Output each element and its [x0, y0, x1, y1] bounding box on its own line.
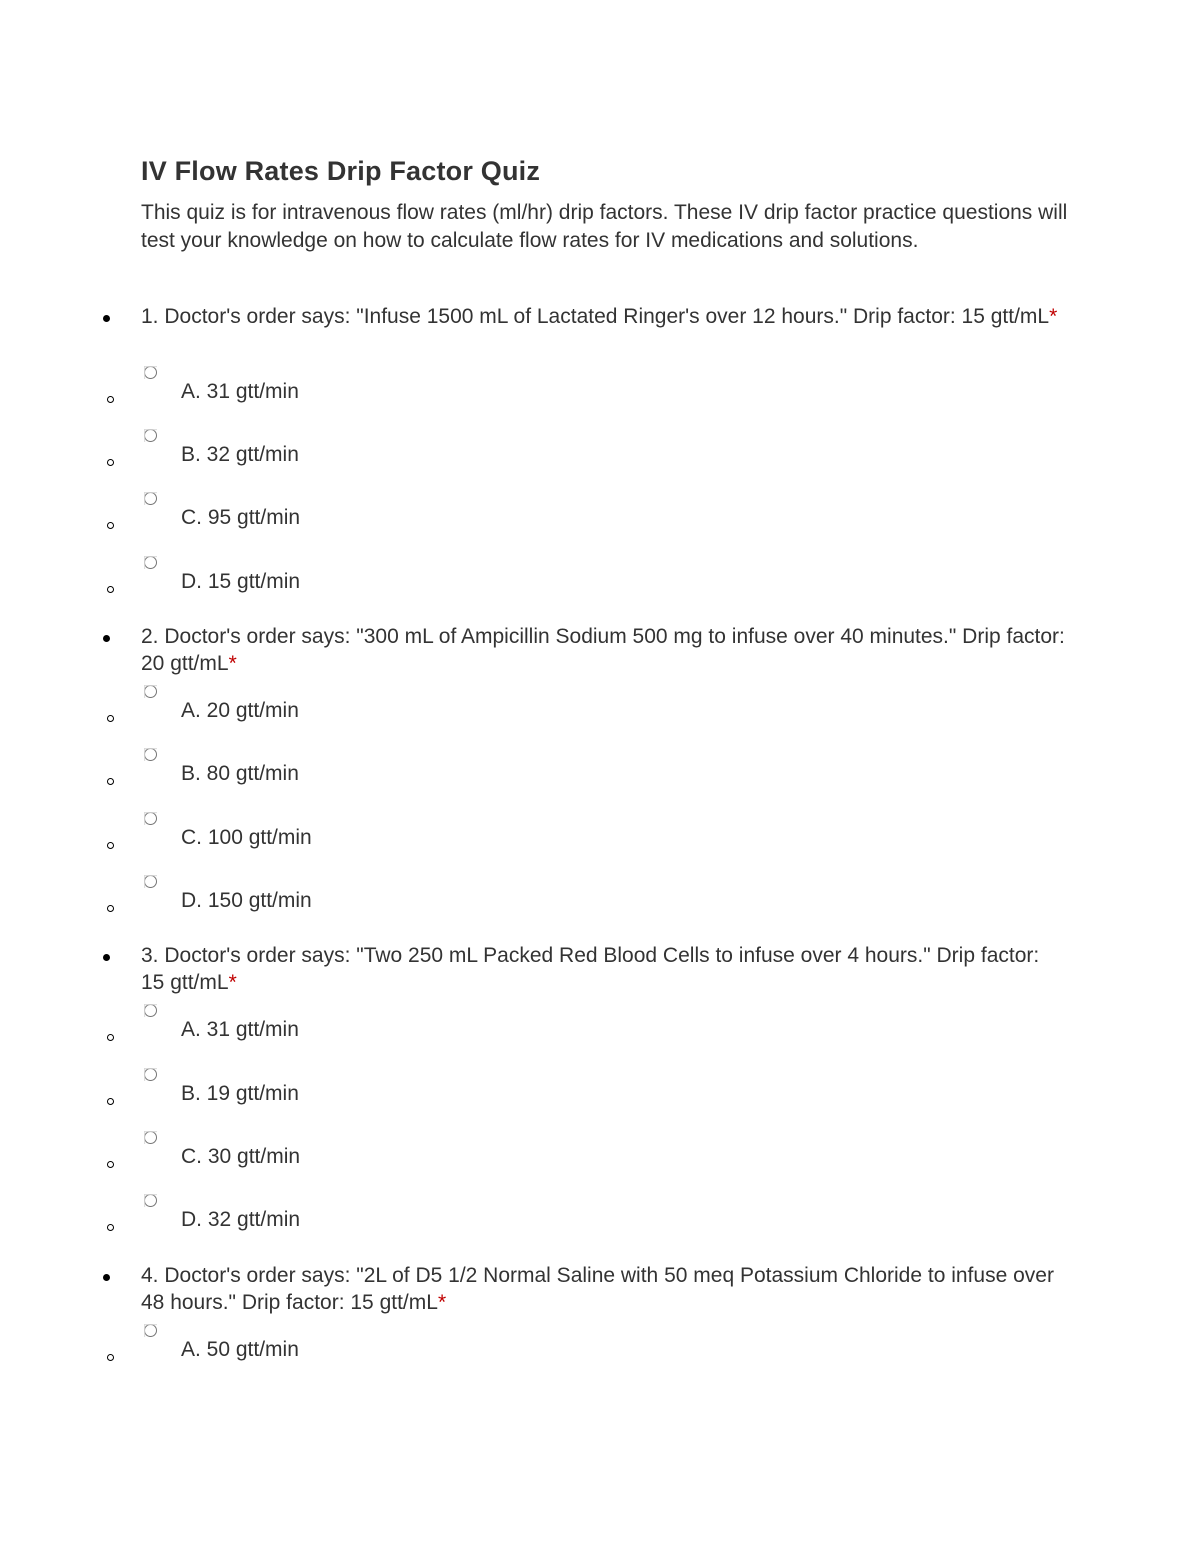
question-text: 4. Doctor's order says: "2L of D5 1/2 Normal Saline with 50 meq Potassium Chloride to infuse over 48 hours." Drip factor: 15 gtt/mL*: [141, 1264, 1054, 1314]
radio-button[interactable]: [144, 1004, 157, 1017]
required-marker: *: [437, 1291, 447, 1314]
sub-bullet-icon: [107, 1034, 114, 1041]
option-1d[interactable]: [0, 556, 1200, 616]
option-label[interactable]: A. 20 gtt/min: [181, 699, 299, 722]
option-2d[interactable]: [0, 875, 1200, 935]
option-3b[interactable]: [0, 1068, 1200, 1128]
sub-bullet-icon: [107, 1161, 114, 1168]
option-label[interactable]: B. 19 gtt/min: [181, 1082, 299, 1105]
option-label[interactable]: A. 31 gtt/min: [181, 1018, 299, 1041]
option-label[interactable]: A. 31 gtt/min: [181, 380, 299, 403]
option-label[interactable]: C. 100 gtt/min: [181, 826, 312, 849]
radio-button[interactable]: [144, 685, 157, 698]
sub-bullet-icon: [107, 1354, 114, 1361]
list-bullet-icon: [103, 315, 110, 322]
required-marker: *: [1049, 305, 1058, 328]
option-1b[interactable]: [0, 429, 1200, 489]
radio-button[interactable]: [144, 1131, 157, 1144]
sub-bullet-icon: [107, 905, 114, 912]
option-label[interactable]: A. 50 gtt/min: [181, 1338, 299, 1361]
sub-bullet-icon: [107, 459, 114, 466]
radio-button[interactable]: [144, 1194, 157, 1207]
option-2b[interactable]: [0, 748, 1200, 808]
option-1a[interactable]: [0, 366, 1200, 426]
option-4a[interactable]: [0, 1324, 1200, 1384]
option-3c[interactable]: [0, 1131, 1200, 1191]
required-marker: *: [228, 971, 237, 994]
quiz-title: IV Flow Rates Drip Factor Quiz: [141, 156, 541, 186]
sub-bullet-icon: [107, 1224, 114, 1231]
option-1c[interactable]: [0, 492, 1200, 552]
option-label[interactable]: B. 80 gtt/min: [181, 762, 299, 785]
sub-bullet-icon: [107, 715, 114, 722]
quiz-description: This quiz is for intravenous flow rates (ml/hr) drip factors. These IV drip factor practice questions will test your knowledge on how to calculate flow rates for IV medications and solutions.: [141, 201, 1068, 252]
sub-bullet-icon: [107, 522, 114, 529]
list-bullet-icon: [103, 1274, 110, 1281]
sub-bullet-icon: [107, 586, 114, 593]
option-3d[interactable]: [0, 1194, 1200, 1254]
radio-button[interactable]: [144, 429, 157, 442]
radio-button[interactable]: [144, 1068, 157, 1081]
sub-bullet-icon: [107, 778, 114, 785]
radio-button[interactable]: [144, 748, 157, 761]
radio-button[interactable]: [144, 812, 157, 825]
option-3a[interactable]: [0, 1004, 1200, 1064]
radio-button[interactable]: [144, 492, 157, 505]
question-text: 2. Doctor's order says: "300 mL of Ampicillin Sodium 500 mg to infuse over 40 minutes." Drip factor: 20 gtt/mL*: [141, 625, 1065, 675]
radio-button[interactable]: [144, 875, 157, 888]
list-bullet-icon: [103, 635, 110, 642]
option-label[interactable]: B. 32 gtt/min: [181, 443, 299, 466]
required-marker: *: [228, 652, 237, 675]
radio-button[interactable]: [144, 1324, 157, 1337]
sub-bullet-icon: [107, 1098, 114, 1105]
radio-button[interactable]: [144, 366, 157, 379]
option-2c[interactable]: [0, 812, 1200, 872]
list-bullet-icon: [103, 954, 110, 961]
sub-bullet-icon: [107, 842, 114, 849]
radio-button[interactable]: [144, 556, 157, 569]
option-label[interactable]: C. 30 gtt/min: [181, 1145, 301, 1168]
option-label[interactable]: D. 150 gtt/min: [181, 889, 312, 912]
question-text: 1. Doctor's order says: "Infuse 1500 mL of Lactated Ringer's over 12 hours." Drip factor: 15 gtt/mL*: [141, 305, 1058, 328]
question-text: 3. Doctor's order says: "Two 250 mL Packed Red Blood Cells to infuse over 4 hours." Drip factor: 15 gtt/mL*: [141, 944, 1040, 994]
option-2a[interactable]: [0, 685, 1200, 745]
option-label[interactable]: C. 95 gtt/min: [181, 506, 301, 529]
option-label[interactable]: D. 15 gtt/min: [181, 570, 301, 593]
sub-bullet-icon: [107, 396, 114, 403]
option-label[interactable]: D. 32 gtt/min: [181, 1208, 301, 1231]
